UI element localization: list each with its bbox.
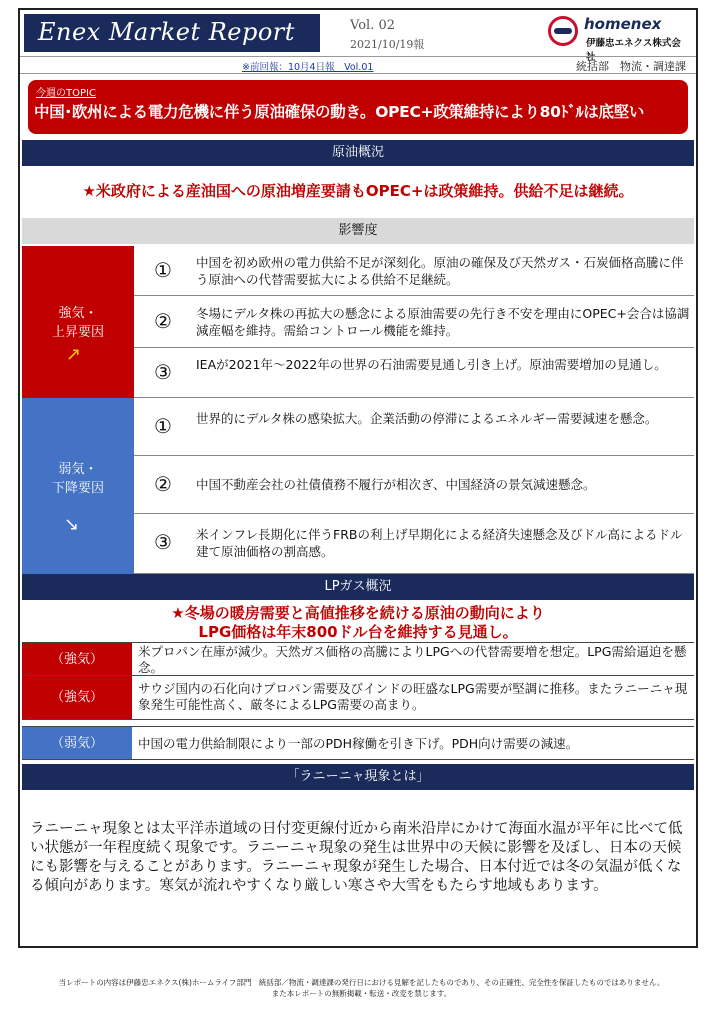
lpg-headline-line1: ★冬場の暖房需要と高値推移を続ける原油の動向により	[171, 604, 545, 622]
department-name: 統括部 物流・調達課	[576, 60, 686, 73]
company-logo	[548, 14, 688, 63]
disclaimer-line2: また本レポートの無断掲載・転送・改変を禁じます。	[271, 989, 452, 998]
factor-text: 米インフレ長期化に伴うFRBの利上げ早期化による経済失速懸念及びドル高によるドル建て原油価格の割高感。	[196, 527, 683, 559]
topic-banner	[28, 80, 688, 134]
bull-label-line2: 上昇要因	[51, 325, 104, 340]
bear-factor-row	[134, 514, 694, 574]
lpg-factor-text: サウジ国内の石化向けプロパン需要及びインドの旺盛なLPG需要が堅調に推移。またラニーニャ現象発生可能性高く、厳冬によるLPG需要の高まり。	[138, 681, 688, 712]
logo-company-name: 伊藤忠エネクス株式会社	[586, 38, 681, 63]
factor-number: ③	[154, 360, 172, 384]
bull-factor-row	[134, 246, 694, 296]
lanina-section-title: 「ラニーニャ現象とは」	[22, 764, 694, 790]
lanina-body: ラニーニャ現象とは太平洋赤道域の日付変更線付近から南米沿岸にかけて海面水温が平年に比べて低い状態が一年程度続く現象です。ラニーニャ現象の発生は世界中の天候に影響を及ぼし、日本の天候にも影響を与えることがあります。ラニーニャ現象が発生した場合、日本付近では冬の気温が低くなる傾向があります。寒気が流れやすくなり厳しい寒さや大雪をもたらす地域もあります。	[30, 821, 683, 894]
factor-number: ①	[154, 414, 172, 438]
lpg-bull-tag: （強気）	[22, 676, 132, 719]
lpg-factor-text: 米プロパン在庫が減少。天然ガス価格の高騰によりLPGへの代替需要増を想定。LPG需給逼迫を懸念。	[138, 644, 687, 675]
lpg-factor-row	[22, 642, 694, 676]
up-arrow-icon: ↗	[66, 344, 82, 365]
bull-factor-row	[134, 348, 694, 398]
factor-text: 中国不動産会社の社債債務不履行が相次ぎ、中国経済の景気減速懸念。	[196, 477, 596, 492]
lpg-factor-row	[22, 726, 694, 760]
bull-factors-label	[22, 246, 134, 398]
factor-number: ③	[154, 530, 172, 554]
subheader	[20, 56, 696, 74]
lpg-headline-line2: LPG価格は年末800ドル台を維持する見通し。	[198, 623, 518, 641]
logo-mark-icon	[548, 16, 578, 46]
factor-number: ①	[154, 258, 172, 282]
lpg-factor-text: 中国の電力供給制限により一部のPDH稼働を引き下げ。PDH向け需要の減速。	[138, 736, 579, 751]
volume-number: Vol. 02	[350, 18, 395, 33]
factor-number: ②	[154, 309, 172, 333]
bear-factor-row	[134, 398, 694, 456]
report-header	[20, 10, 696, 63]
logo-brand: homenex	[584, 15, 662, 33]
report-title: Enex Market Report	[38, 18, 295, 46]
report-frame	[18, 8, 698, 948]
lpg-section-title: LPガス概況	[22, 574, 694, 600]
bull-factor-row	[134, 296, 694, 348]
lpg-bear-tag: （弱気）	[22, 727, 132, 759]
previous-issue-link[interactable]: ※前回報：10月4日報 Vol.01	[242, 62, 374, 73]
topic-headline: 中国･欧州による電力危機に伴う原油確保の動き。OPEC+政策維持により80ﾄﾞﾙは底堅い	[34, 103, 645, 121]
factor-number: ②	[154, 472, 172, 496]
impact-section-title: 影響度	[22, 218, 694, 244]
bear-factors-label	[22, 398, 134, 574]
disclaimer-line1: 当レポートの内容は伊藤忠エネクス(株)ホームライフ部門 統括部／物流・調達課の発行日における見解を記したものであり、その正確性、完全性を保証したものではありません。	[58, 978, 665, 987]
factor-text: 冬場にデルタ株の再拡大の懸念による原油需要の先行き不安を理由にOPEC+会合は協調減産幅を維持。需給コントロール機能を維持。	[196, 306, 690, 338]
report-title-banner	[24, 14, 320, 52]
bear-label-line2: 下降要因	[51, 481, 104, 496]
bear-label-line1: 弱気・	[58, 462, 98, 477]
lpg-factor-row	[22, 676, 694, 720]
factor-text: IEAが2021年～2022年の世界の石油需要見通し引き上げ。原油需要増加の見通し。	[196, 357, 667, 372]
factor-text: 世界的にデルタ株の感染拡大。企業活動の停滞によるエネルギー需要減速を懸念。	[196, 411, 658, 426]
crude-headline: ★米政府による産油国への原油増産要請もOPEC+は政策維持。供給不足は継続。	[82, 182, 634, 200]
lpg-bull-tag: （強気）	[22, 643, 132, 675]
factor-text: 中国を初め欧州の電力供給不足が深刻化。原油の確保及び天然ガス・石炭価格高騰に伴う原油への代替需要拡大による供給不足継続。	[196, 255, 684, 287]
crude-section-title: 原油概況	[22, 140, 694, 166]
bear-factor-row	[134, 456, 694, 514]
report-date: 2021/10/19報	[350, 38, 425, 51]
down-arrow-icon: ↘	[64, 514, 80, 535]
topic-label: 今週のTOPIC	[36, 88, 96, 99]
bull-label-line1: 強気・	[58, 306, 98, 321]
